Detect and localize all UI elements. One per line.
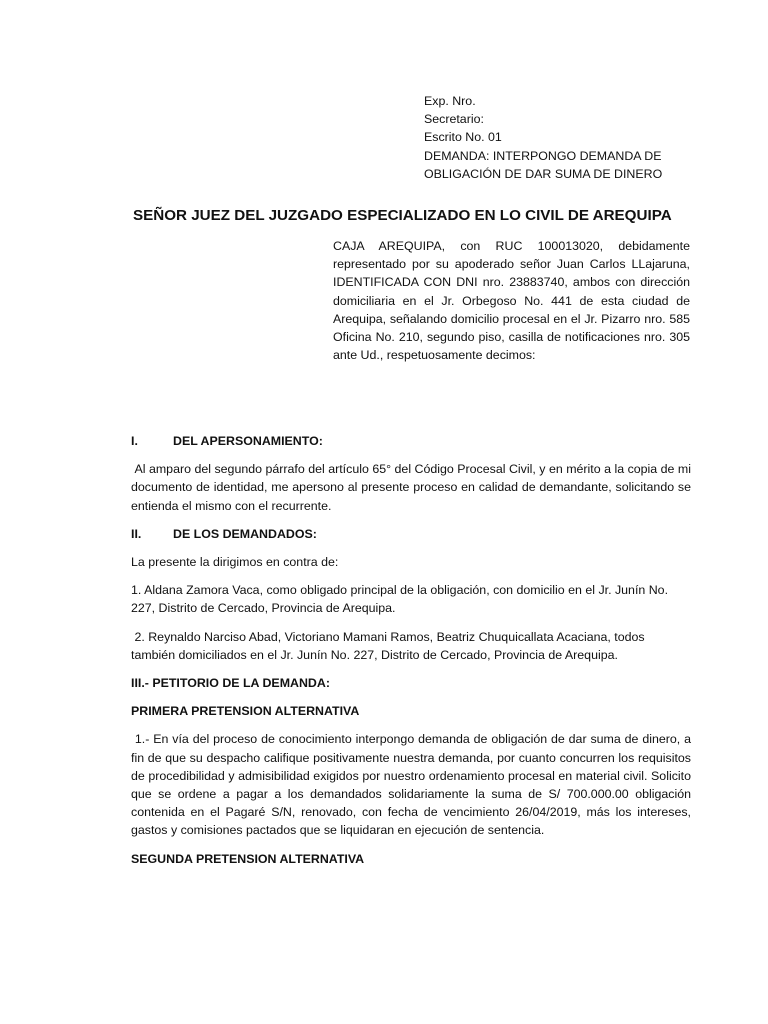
section-number: II. (131, 526, 142, 541)
demandado-item-1: 1. Aldana Zamora Vaca, como obligado principal de la obligación, con domicilio en el Jr. Junín No. 227, Distrito de Cercado, Provincia de Arequipa. (131, 583, 669, 616)
demandado-item-2: 2. Reynaldo Narciso Abad, Victoriano Mamani Ramos, Beatriz Chuquicallata Acaciana, todos también domiciliados en el Jr. Junín No. 227, Distrito de Cercado, Provincia de Arequipa. (131, 629, 645, 662)
claim-line-1: DEMANDA: INTERPONGO DEMANDA DE (424, 148, 662, 163)
document-body (131, 432, 691, 868)
case-header (424, 92, 724, 183)
section-title: DE LOS DEMANDADOS: (173, 526, 317, 541)
section-heading-petitorio: III.- PETITORIO DE LA DEMANDA: (131, 676, 330, 691)
primera-pretension-paragraph: 1.- En vía del proceso de conocimiento interpongo demanda de obligación de dar suma de dinero, a fin de que su despacho califique positivamente nuestra demanda, por cuanto concurren los requisitos de procedibilidad y admisibilidad exigidos por nuestro ordenamiento procesal en material civil. Solicito que se ordene a pagar a los demandados solidariamente la suma de S/ 700.000.00 obligación contenida en el Pagaré S/N, renovado, con fecha de vencimiento 26/04/2019, más los intereses, gastos y comisiones pactados que se liquidaran en ejecución de sentencia. (131, 732, 691, 838)
secretary-line: Secretario: (424, 112, 484, 127)
segunda-pretension-heading: SEGUNDA PRETENSION ALTERNATIVA (131, 851, 365, 866)
claim-line-2: OBLIGACIÓN DE DAR SUMA DE DINERO (424, 166, 663, 181)
plaintiff-paragraph: CAJA AREQUIPA, con RUC 100013020, debidamente representado por su apoderado señor Juan Carlos LLajaruna, IDENTIFICADA CON DNI nro. 23883740, ambos con dirección domiciliaria en el Jr. Orbegoso No. 441 de esta ciudad de Arequipa, señalando domicilio procesal en el Jr. Pizarro nro. 585 Oficina No. 210, segundo piso, casilla de notificaciones nro. 305 ante Ud., respetuosamente decimos: (333, 239, 690, 363)
court-title: SEÑOR JUEZ DEL JUZGADO ESPECIALIZADO EN LO CIVIL DE AREQUIPA (133, 207, 672, 224)
case-number-line: Exp. Nro. (424, 94, 476, 108)
apersonamiento-paragraph: Al amparo del segundo párrafo del artículo 65° del Código Procesal Civil, y en mérito a la copia de mi documento de identidad, me apersono al presente proceso en calidad de demandante, solicitando se entienda el mismo con el recurrente. (131, 462, 691, 513)
section-title: DEL APERSONAMIENTO: (173, 434, 323, 448)
section-number: I. (131, 434, 138, 448)
section-heading-demandados (131, 525, 691, 543)
writ-number-line: Escrito No. 01 (424, 130, 502, 145)
demandados-intro: La presente la dirigimos en contra de: (131, 555, 339, 570)
section-heading-apersonamiento (131, 432, 691, 450)
primera-pretension-heading: PRIMERA PRETENSION ALTERNATIVA (131, 704, 360, 719)
